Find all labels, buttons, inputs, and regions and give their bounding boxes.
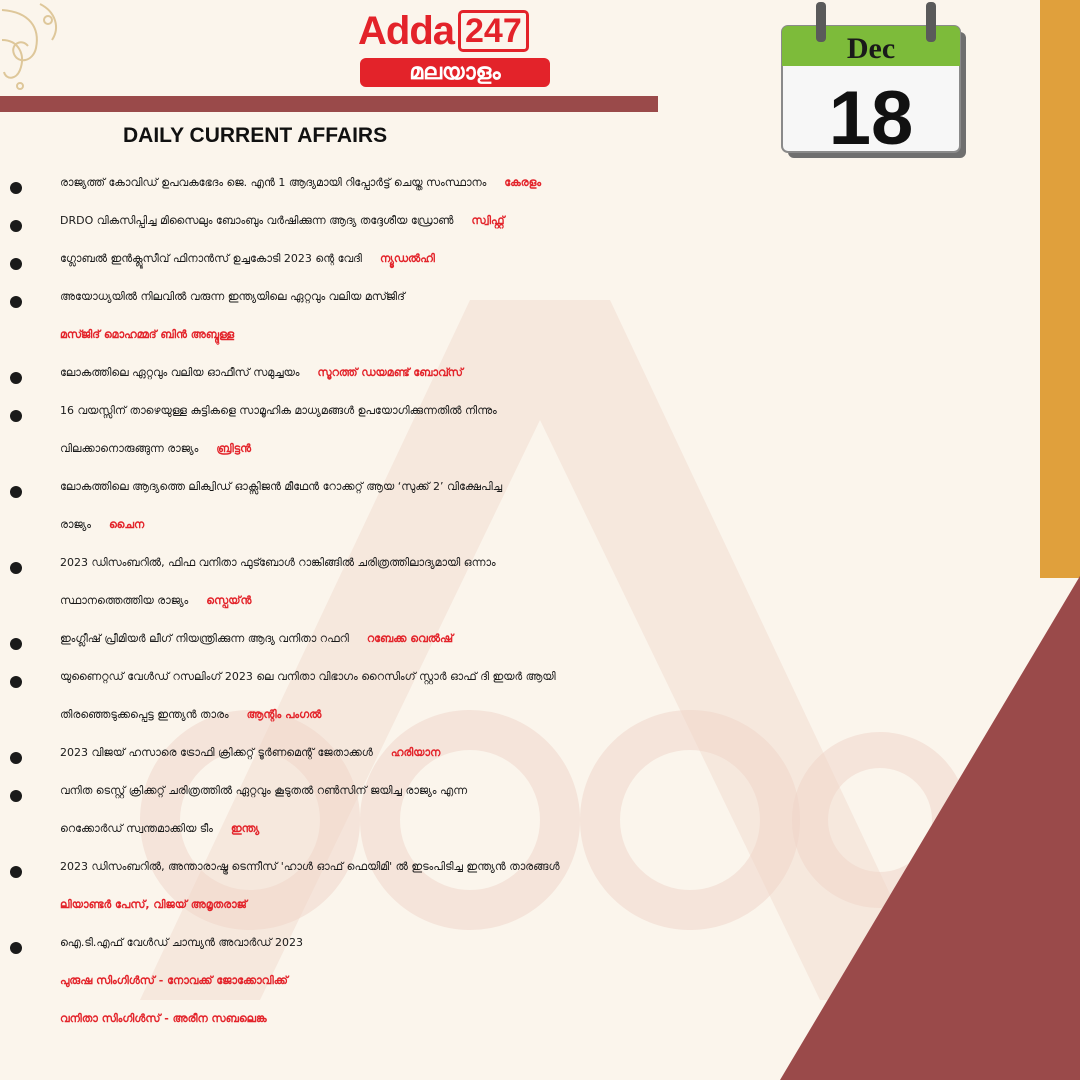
bullet-icon [10,752,22,764]
calendar-day: 18 [828,76,914,161]
answer-text: ഇന്ത്യ [230,822,260,835]
list-item [0,468,1080,544]
answer-text: ബ്രിട്ടൻ [216,442,252,455]
bullet-icon [10,220,22,232]
question-text: വിലക്കാനൊരുങ്ങുന്ന രാജ്യം [60,442,199,455]
bullet-icon [10,296,22,308]
question-text: ഗ്ലോബൽ ഇൻക്ലൂസീവ് ഫിനാൻസ് ഉച്ചകോടി 2023 ന്റെ വേദി [60,252,362,265]
answer-text: ആന്റിം പംഗൽ [246,708,322,721]
bullet-icon [10,866,22,878]
question-text: 2023 ഡിസംബറിൽ, അന്താരാഷ്ട്ര ടെന്നീസ് 'ഹാൾ ഓഫ് ഫെയിമി' ൽ ഇടംപിടിച്ച ഇന്ത്യൻ താരങ്ങൾ [60,860,560,873]
question-text: 2023 വിജയ് ഹസാരെ ട്രോഫി ക്രിക്കറ്റ് ടൂർണമെന്റ് ജേതാക്കൾ [60,746,373,759]
list-item [0,240,1080,278]
question-text: ഇംഗ്ലീഷ് പ്രീമിയർ ലീഗ് നിയന്ത്രിക്കുന്ന ആദ്യ വനിതാ റഫറി [60,632,349,645]
list-item [0,658,1080,734]
answer-text: സൂറത്ത് ഡയമണ്ട് ബോവ്സ് [317,366,463,379]
question-text: അയോധ്യയിൽ നിലവിൽ വരുന്ന ഇന്ത്യയിലെ ഏറ്റവും വലിയ മസ്ജിദ് [60,290,405,303]
header-bar [0,96,658,112]
list-item [0,202,1080,240]
bullet-icon [10,410,22,422]
question-text: 16 വയസ്സിന് താഴെയുള്ള കുട്ടികളെ സാമൂഹിക മാധ്യമങ്ങൾ ഉപയോഗിക്കുന്നതിൽ നിന്നും [60,404,497,417]
bullet-icon [10,676,22,688]
logo-subtitle: മലയാളം [360,58,550,87]
bullet-icon [10,372,22,384]
answer-text: വനിതാ സിംഗിൾസ് - അരീന സബലെങ്ക [60,1012,267,1025]
question-text: ലോകത്തിലെ ആദ്യത്തെ ലിക്വിഡ് ഓക്സിജൻ മീഥേൻ റോക്കറ്റ് ആയ ‘സുക്ക് 2’ വിക്ഷേപിച്ച [60,480,503,493]
list-item [0,734,1080,772]
answer-text: സ്പെയ്ൻ [206,594,252,607]
question-text: വനിത ടെസ്റ്റ് ക്രിക്കറ്റ് ചരിത്രത്തിൽ ഏറ്റവും കൂടുതൽ റൺസിന് ജയിച്ച രാജ്യം എന്ന [60,784,468,797]
list-item [0,392,1080,468]
list-item [0,278,1080,354]
answer-text: മസ്ജിദ് മൊഹമ്മദ് ബിൻ അബ്ദുള്ള [60,328,235,341]
answer-text: ലിയാണ്ടർ പേസ്, വിജയ് അമൃതരാജ് [60,898,247,911]
bullet-icon [10,486,22,498]
logo-number: 247 [458,10,529,52]
calendar-month: Dec [846,32,896,65]
page-title: DAILY CURRENT AFFAIRS [123,124,388,147]
bullet-icon [10,562,22,574]
question-text: രാജ്യത്ത് കോവിഡ് ഉപവകഭേദം ജെ. എൻ 1 ആദ്യമായി റിപ്പോർട്ട് ചെയ്ത സംസ്ഥാനം [60,176,487,189]
bullet-icon [10,182,22,194]
answer-text: പുരുഷ സിംഗിൾസ് - നോവക്ക് ജോക്കോവിക്ക് [60,974,288,987]
corner-ornament-icon [0,0,80,96]
bullet-icon [10,942,22,954]
bullet-icon [10,258,22,270]
current-affairs-list [0,164,1080,1038]
question-text: 2023 ഡിസംബറിൽ, ഫിഫ വനിതാ ഫുട്ബോൾ റാങ്കിങ്ങിൽ ചരിത്രത്തിലാദ്യമായി ഒന്നാം [60,556,496,569]
list-item [0,354,1080,392]
question-text: തിരഞ്ഞെടുക്കപ്പെട്ട ഇന്ത്യൻ താരം [60,708,229,721]
answer-text: ഹരിയാന [390,746,441,759]
answer-text: കേരളം [504,176,542,189]
question-text: സ്ഥാനത്തെത്തിയ രാജ്യം [60,594,189,607]
question-text: ലോകത്തിലെ ഏറ്റവും വലിയ ഓഫീസ് സമുച്ചയം [60,366,300,379]
list-item [0,620,1080,658]
question-text: യുണൈറ്റഡ് വേൾഡ് റസലിംഗ് 2023 ലെ വനിതാ വിഭാഗം റൈസിംഗ് സ്റ്റാർ ഓഫ് ദി ഇയർ ആയി [60,670,556,683]
question-text: DRDO വികസിപ്പിച്ച മിസൈലും ബോംബും വർഷിക്കുന്ന ആദ്യ തദ്ദേശീയ ഡ്രോൺ [60,214,454,227]
answer-text: സ്വിഫ്റ്റ് [471,214,505,227]
bullet-icon [10,790,22,802]
adda247-logo [358,8,550,87]
list-item [0,924,1080,1038]
answer-text: റബേക്ക വെൽഷ് [366,632,454,645]
list-item [0,772,1080,848]
answer-text: ചൈന [109,518,145,531]
question-text: രാജ്യം [60,518,91,531]
list-item [0,164,1080,202]
question-text: ഐ.ടി.എഫ് വേൾഡ് ചാമ്പ്യൻ അവാർഡ് 2023 [60,936,303,949]
logo-name: Adda [358,9,454,53]
answer-text: ന്യൂഡൽഹി [379,252,435,265]
calendar-icon [778,2,968,162]
question-text: റെക്കോർഡ് സ്വന്തമാക്കിയ ടീം [60,822,213,835]
list-item [0,848,1080,924]
list-item [0,544,1080,620]
bullet-icon [10,638,22,650]
